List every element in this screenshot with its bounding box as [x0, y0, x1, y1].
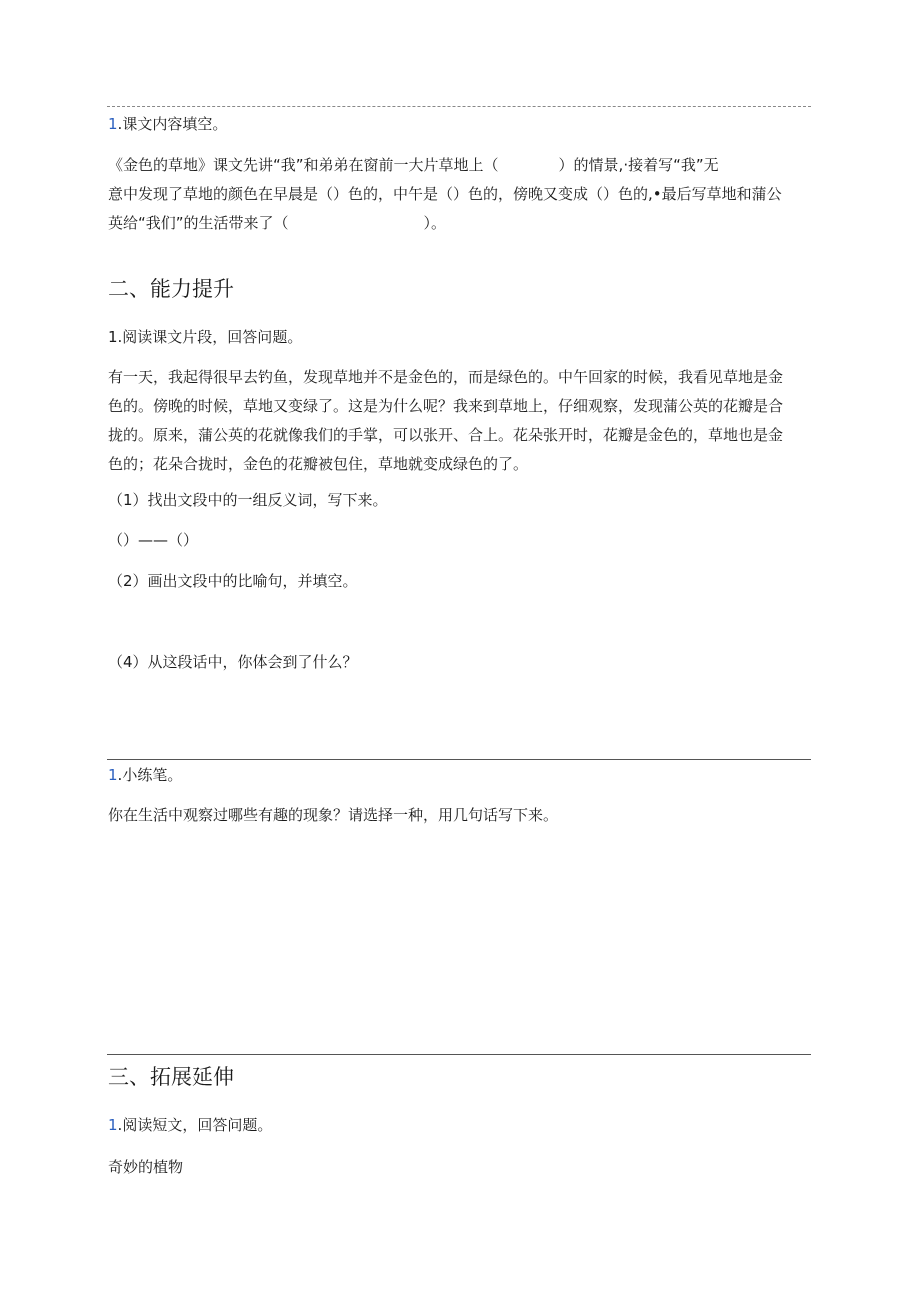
question-number: 1	[108, 1116, 118, 1134]
section-heading-extension: 三、拓展延伸	[108, 1065, 234, 1089]
short-article-title: 奇妙的植物	[108, 1158, 184, 1176]
divider-extension	[107, 1054, 811, 1055]
fill-blank-question-title	[108, 115, 227, 134]
passage-line: 色的；花朵合拢时，金色的花瓣被包住，草地就变成绿色的了。	[108, 455, 529, 473]
section-heading-ability: 二、能力提升	[108, 277, 234, 301]
sub-question-4: （4）从这段话中，你体会到了什么？	[108, 653, 358, 671]
practice-prompt: 你在生活中观察过哪些有趣的现象？请选择一种，用几句话写下来。	[108, 806, 559, 824]
fill-blank-paragraph	[108, 151, 808, 238]
passage-line: 色的。傍晚的时候，草地又变绿了。这是为什么呢？我来到草地上，仔细观察，发现蒲公英的花瓣是合	[108, 397, 784, 415]
sub-question-2: （2）画出文段中的比喻句，并填空。	[108, 572, 358, 590]
passage-line: 拢的。原来，蒲公英的花就像我们的手掌，可以张开、合上。花朵张开时，花瓣是金色的，草地也是金	[108, 426, 784, 444]
antonym-answer-blank: （）——（）	[108, 531, 199, 549]
divider-practice	[107, 759, 811, 760]
paragraph-line: 《金色的草地》课文先讲“我”和弟弟在窗前一大片草地上（ ）的情景,·接着写“我”无	[108, 156, 719, 174]
reading-passage	[108, 363, 808, 479]
passage-line: 有一天，我起得很早去钓鱼，发现草地并不是金色的，而是绿色的。中午回家的时候，我看见草地是金	[108, 368, 784, 386]
question-label: .小练笔。	[117, 766, 183, 784]
question-number: 1	[108, 766, 118, 784]
paragraph-line: 英给“我们”的生活带来了（ ）。	[108, 214, 447, 232]
sub-question-1: （1）找出文段中的一组反义词，写下来。	[108, 491, 388, 509]
paragraph-line: 意中发现了草地的颜色在早晨是（）色的，中午是（）色的，傍晚又变成（）色的,•最后写草地和蒲公	[108, 185, 782, 203]
extension-question-title	[108, 1116, 272, 1135]
divider-top	[107, 106, 811, 107]
question-label: .阅读短文，回答问题。	[117, 1116, 273, 1134]
reading-question-title: 1.阅读课文片段，回答问题。	[108, 328, 303, 346]
question-number: 1	[108, 115, 118, 133]
question-label: .课文内容填空。	[117, 115, 228, 133]
practice-question-title	[108, 766, 182, 785]
